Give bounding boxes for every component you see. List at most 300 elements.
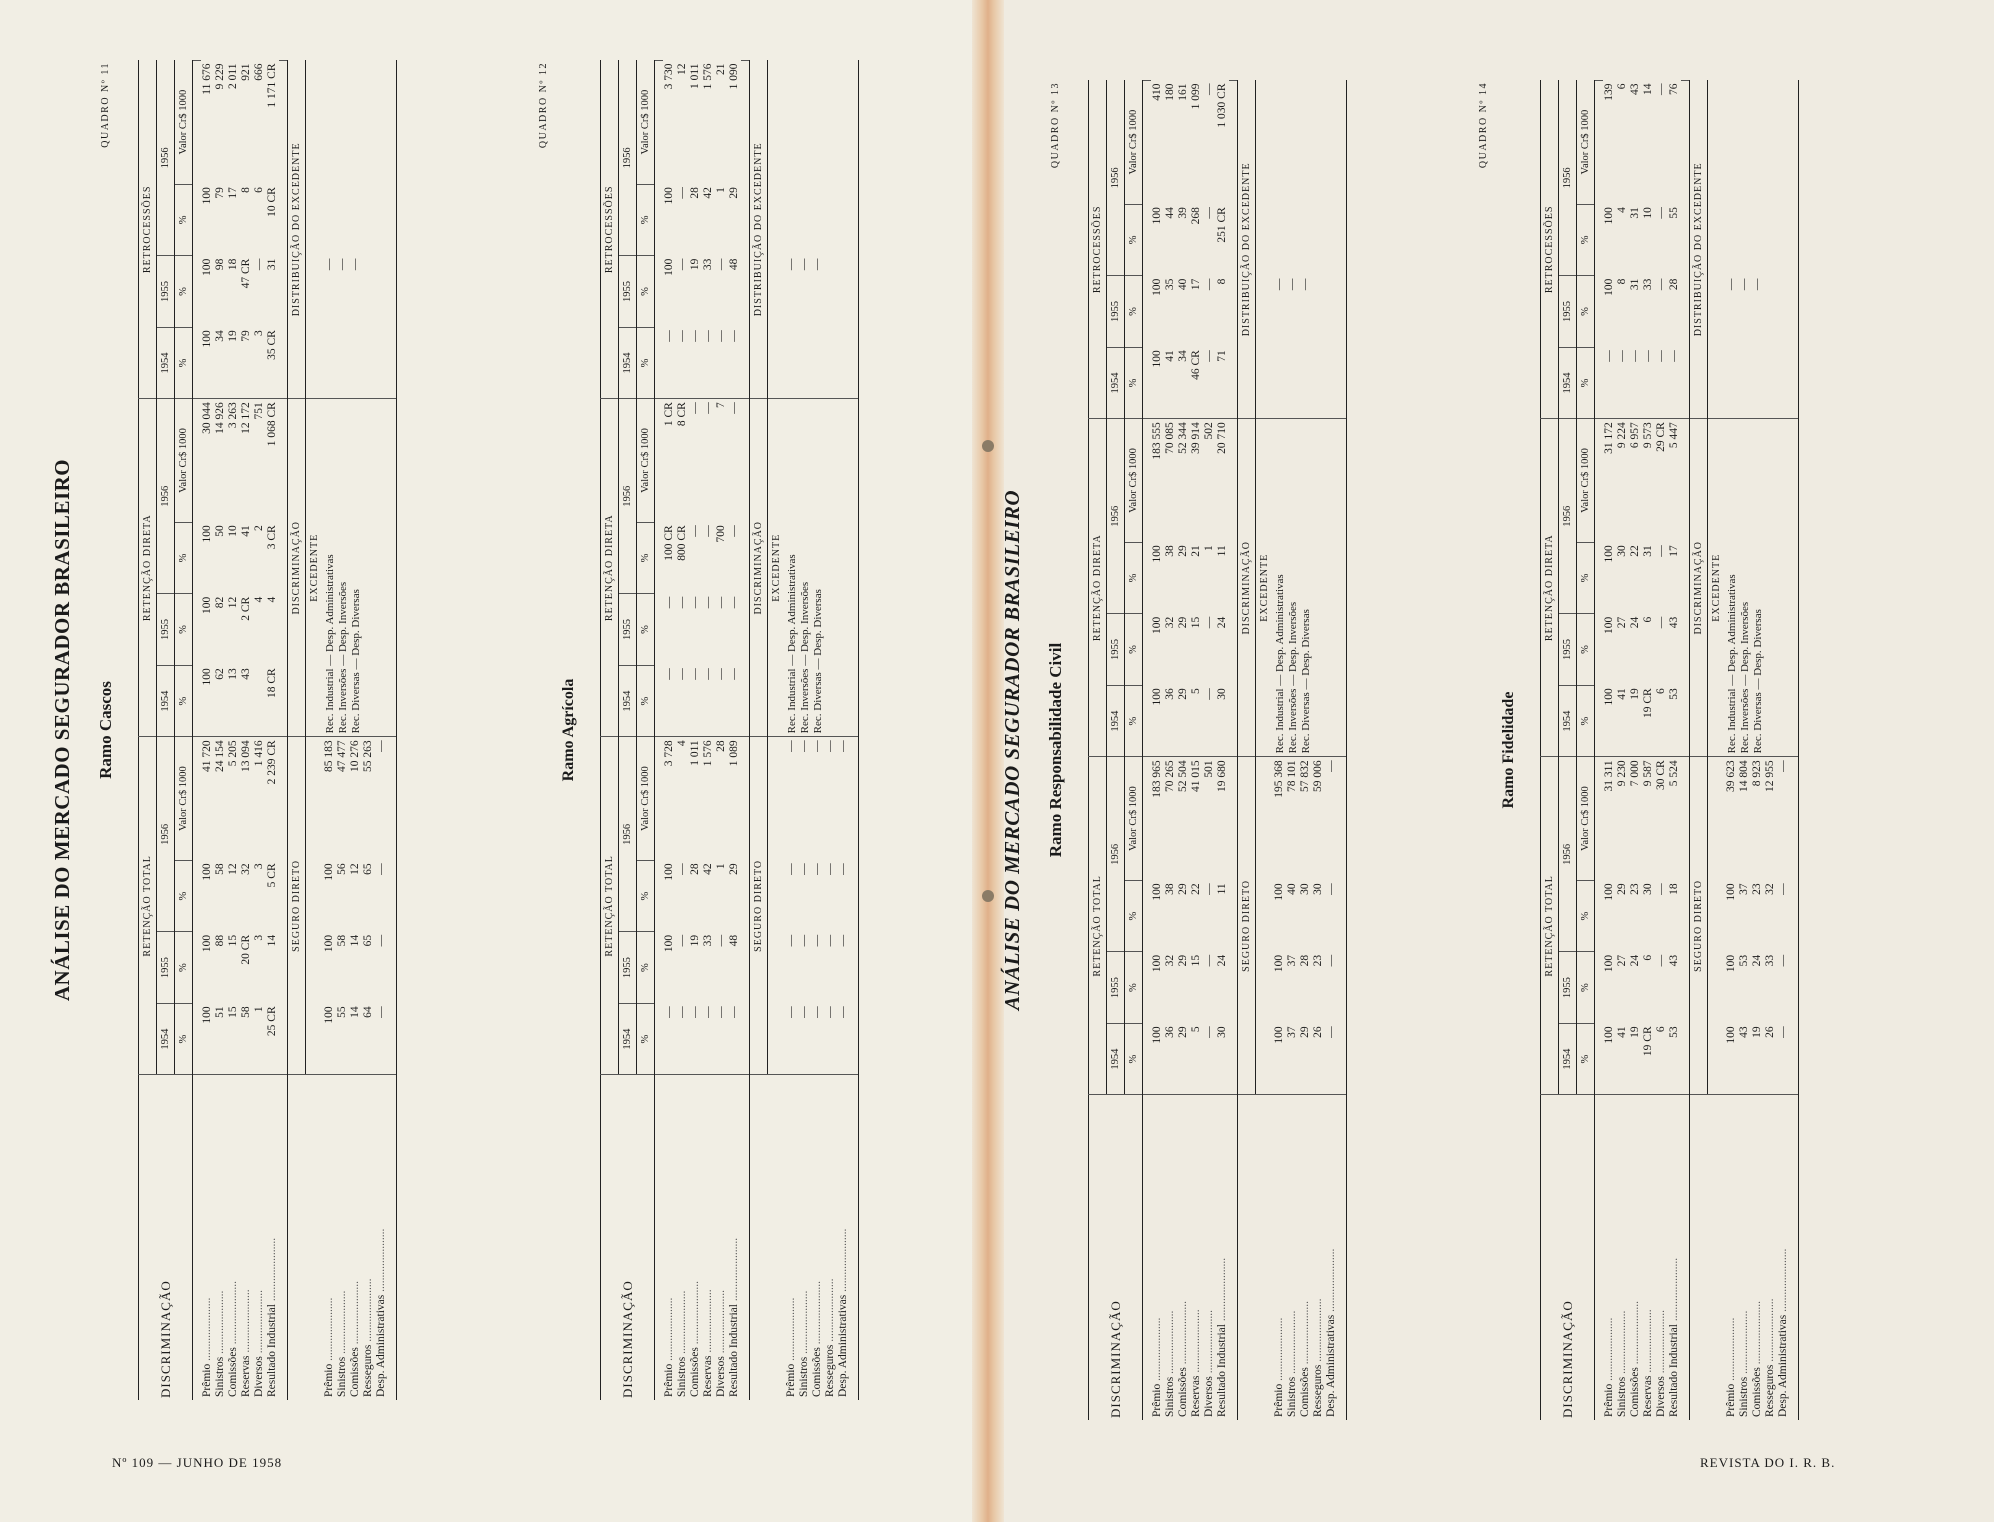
cell-value: 53	[1668, 688, 1680, 700]
analysis-table	[600, 60, 859, 1400]
cell-value: 100	[1151, 688, 1163, 706]
quadro-number: QUADRO Nº 12	[538, 62, 549, 149]
cell-value: —	[715, 934, 727, 947]
table-row	[1777, 81, 1790, 1421]
row-label: Reservas .....	[1642, 1095, 1655, 1420]
cell-value: 100	[201, 1006, 213, 1024]
row-label: Desp. Administrativas .....	[1777, 1095, 1790, 1420]
cell-value: 100	[201, 258, 213, 276]
cell-value: 28	[1299, 954, 1311, 967]
cell-value: 100	[1151, 616, 1163, 635]
cell-value: 19	[689, 258, 701, 271]
row-label: Resultado Industrial .....	[728, 1075, 741, 1400]
cell-value: 19 CR	[1642, 1026, 1654, 1057]
cell-value: 33	[1642, 278, 1654, 291]
table-row	[1216, 81, 1229, 1421]
cell-value: —	[785, 1006, 797, 1018]
cell-value: 36	[1164, 1026, 1176, 1038]
cell-value: 34	[1177, 350, 1189, 362]
cell-value: 1 171 CR	[266, 63, 278, 108]
cell-value: —	[728, 668, 740, 680]
row-label: Diversos .....	[253, 1075, 266, 1400]
header-year: 1954	[1559, 1023, 1577, 1095]
analysis-table	[1540, 80, 1799, 1420]
cell-value: 1 011	[689, 737, 702, 861]
header-percent: %	[175, 256, 193, 328]
header-year: 1956	[619, 737, 637, 932]
cell-value: 33	[1764, 954, 1776, 967]
header-valor: Valor Cr$ 1000	[1125, 757, 1143, 881]
excedente-line: Rec. Inversões — Desp. Inversões	[1286, 419, 1299, 757]
cell-value: 100	[1151, 954, 1163, 973]
cell-value: 100	[323, 863, 335, 881]
header-distribuicao: DISTRIBUIÇÃO DO EXCEDENTE	[750, 61, 768, 399]
header-year: 1954	[1559, 685, 1577, 757]
cell-value: 41 720	[201, 737, 214, 861]
header-year: 1956	[157, 399, 175, 594]
cell-value: 251 CR	[1216, 207, 1228, 243]
cell-value: —	[702, 399, 715, 523]
cell-value: 31 311	[1603, 757, 1616, 881]
header-percent: %	[1125, 276, 1143, 348]
cell-value: —	[689, 525, 701, 537]
quadro-12	[538, 60, 859, 1400]
table-row	[362, 61, 375, 1401]
cell-value: 5 CR	[266, 863, 278, 888]
cell-value: 100	[1603, 278, 1615, 296]
table-row	[676, 61, 689, 1401]
cell-value: —	[798, 1006, 810, 1018]
row-label: Comissões .....	[349, 1075, 362, 1400]
cell-value: —	[824, 863, 836, 875]
cell-value: 1 090	[728, 63, 740, 90]
cell-value: 25 CR	[266, 1006, 278, 1037]
header-retrocessoes: RETROCESSÕES	[1089, 81, 1107, 419]
cell-value: 29 CR	[1655, 419, 1668, 543]
table-row	[1629, 81, 1642, 1421]
table-row	[349, 61, 362, 1401]
cell-value: 100	[1603, 883, 1615, 901]
header-retrocessoes: RETROCESSÕES	[139, 61, 157, 399]
cell-value: 14	[349, 1006, 361, 1018]
cell-value: 46 CR	[1190, 350, 1202, 380]
cell-value: 18	[227, 258, 239, 271]
cell-value: 18 CR	[266, 668, 278, 699]
header-discriminacao: DISCRIMINAÇÃO	[601, 1075, 655, 1400]
excedente-value: —	[1738, 278, 1750, 291]
header-retencao-direta: RETENÇÃO DIRETA	[1089, 419, 1107, 757]
cell-value: 8	[1216, 278, 1228, 285]
cell-value: —	[824, 1006, 836, 1018]
cell-value: 100 CR	[663, 525, 675, 561]
cell-value: 17	[227, 187, 239, 199]
cell-value: 58	[336, 934, 348, 947]
cell-value: —	[1325, 1026, 1337, 1038]
cell-value: —	[1325, 883, 1337, 895]
cell-value: 14	[1642, 83, 1654, 95]
cell-value: 24	[1216, 616, 1228, 629]
header-year: 1954	[157, 665, 175, 737]
header-valor: Valor Cr$ 1000	[1577, 419, 1595, 543]
cell-value: 3 730	[663, 63, 675, 90]
cell-value: 58	[240, 1006, 252, 1018]
cell-value: 1 CR	[663, 399, 676, 523]
header-year: 1955	[157, 256, 175, 328]
cell-value: —	[811, 1006, 823, 1018]
cell-value: 70 265	[1164, 757, 1177, 881]
cell-value: 1	[1203, 545, 1215, 552]
cell-value: 47 CR	[240, 258, 252, 289]
cell-value: 15	[227, 934, 239, 947]
table-row	[1603, 81, 1616, 1421]
table-row	[785, 61, 798, 1401]
quadro-11	[90, 60, 397, 1400]
cell-value: 43	[1738, 1026, 1750, 1038]
cell-value: 100	[1151, 278, 1163, 296]
cell-value: 1	[715, 863, 727, 870]
analysis-table	[138, 60, 397, 1400]
excedente-value: —	[1725, 278, 1737, 291]
cell-value: 800 CR	[676, 525, 688, 561]
cell-value: —	[663, 330, 675, 342]
cell-value: 52 344	[1177, 419, 1190, 543]
excedente-value: —	[811, 258, 823, 271]
header-percent: %	[637, 256, 655, 328]
row-label: Sinistros .....	[1616, 1095, 1629, 1420]
cell-value: —	[1655, 207, 1667, 219]
row-label: Diversos .....	[1203, 1095, 1216, 1420]
cell-value: —	[1777, 1026, 1789, 1038]
cell-value	[253, 665, 266, 737]
cell-value: 20 710	[1216, 419, 1229, 543]
cell-value: 100	[663, 258, 675, 276]
cell-value: 29	[1177, 1026, 1189, 1038]
cell-value: 70 085	[1164, 419, 1177, 543]
header-year: 1954	[619, 1003, 637, 1075]
cell-value: 34	[214, 330, 226, 342]
header-year: 1955	[1559, 614, 1577, 686]
row-label: Desp. Administrativas .....	[837, 1075, 850, 1400]
header-percent: %	[637, 1003, 655, 1075]
header-percent: %	[175, 594, 193, 666]
cell-value: —	[1668, 350, 1680, 362]
cell-value: 43	[1629, 83, 1641, 95]
cell-value: 57 832	[1299, 757, 1312, 881]
excedente-line: Rec. Inversões — Desp. Inversões	[336, 399, 349, 737]
header-year: 1956	[157, 737, 175, 932]
cell-value: 19	[1751, 1026, 1763, 1038]
row-label: Sinistros .....	[798, 1075, 811, 1400]
header-year: 1956	[1107, 81, 1125, 276]
excedente-line: Rec. Diversas — Desp. Diversas	[1299, 419, 1312, 757]
table-row	[323, 61, 336, 1401]
cell-value: 2	[253, 525, 265, 532]
header-valor: Valor Cr$ 1000	[175, 61, 193, 185]
analysis-table	[1088, 80, 1347, 1420]
cell-value: 1	[253, 1006, 265, 1013]
cell-value: 7 000	[1629, 757, 1642, 881]
row-label: Comissões .....	[1177, 1095, 1190, 1420]
quadro-13	[1040, 80, 1347, 1420]
cell-value: 37	[1738, 883, 1750, 895]
cell-value: 41	[240, 525, 252, 537]
cell-value: 14	[349, 934, 361, 947]
row-label: Sinistros .....	[336, 1075, 349, 1400]
cell-value: 30	[1216, 688, 1228, 700]
cell-value: 6	[1642, 954, 1654, 961]
header-percent: %	[1125, 542, 1143, 614]
cell-value: 26	[1312, 1026, 1324, 1038]
header-year: 1954	[619, 327, 637, 399]
row-label: Sinistros .....	[676, 1075, 689, 1400]
cell-value: 42	[702, 863, 714, 875]
cell-value: 29	[728, 187, 740, 199]
header-year: 1954	[1107, 1023, 1125, 1095]
header-valor: Valor Cr$ 1000	[637, 737, 655, 861]
cell-value: 6	[1616, 83, 1628, 90]
cell-value: 100	[1603, 545, 1615, 563]
cell-value: —	[728, 330, 740, 342]
cell-value: 56	[336, 863, 348, 875]
excedente-line: Rec. Industrial — Desp. Administrativas	[785, 399, 798, 737]
cell-value: 13	[227, 668, 239, 680]
header-year: 1956	[1107, 757, 1125, 952]
header-year: 1955	[619, 932, 637, 1004]
cell-value: 27	[1616, 616, 1628, 629]
cell-value: 29	[1177, 545, 1189, 557]
header-year: 1954	[157, 327, 175, 399]
cell-value: —	[1203, 883, 1215, 895]
cell-value: 44	[1164, 207, 1176, 219]
cell-value: 50	[214, 525, 226, 537]
cell-value: 10	[1642, 207, 1654, 219]
cell-value: —	[1203, 688, 1215, 700]
cell-value: 39	[1177, 207, 1189, 219]
header-percent: %	[175, 327, 193, 399]
cell-value: —	[663, 596, 675, 609]
cell-value: 9 573	[1642, 419, 1655, 543]
cell-value: —	[1203, 278, 1215, 291]
row-label: Resseguros .....	[824, 1075, 837, 1400]
cell-value: 100	[1603, 954, 1615, 973]
header-seguro-direto: SEGURO DIRETO	[288, 737, 306, 1075]
header-discriminacao-sub: DISCRIMINAÇÃO	[1238, 419, 1256, 757]
cell-value: 100	[663, 934, 675, 953]
cell-value: —	[785, 863, 797, 875]
cell-value: 100	[1151, 207, 1163, 225]
cell-value: 100	[1603, 688, 1615, 706]
row-label: Prêmio .....	[1151, 1095, 1164, 1420]
table-row	[689, 61, 702, 1401]
table-row	[1203, 81, 1216, 1421]
header-percent: %	[637, 327, 655, 399]
cell-value: 19	[1629, 688, 1641, 700]
cell-value: 100	[201, 187, 213, 205]
right-page-content	[1000, 80, 1930, 1420]
cell-value: —	[837, 737, 850, 861]
cell-value: —	[375, 737, 388, 861]
cell-value: 5 524	[1668, 757, 1681, 881]
cell-value: 29	[1177, 954, 1189, 967]
cell-value: 43	[240, 668, 252, 680]
staple-mark	[982, 890, 994, 902]
row-label: Comissões .....	[689, 1075, 702, 1400]
row-label: Reservas .....	[240, 1075, 253, 1400]
cell-value: 35	[1164, 278, 1176, 291]
row-label: Comissões .....	[1629, 1095, 1642, 1420]
cell-value: 1 011	[689, 63, 701, 89]
header-distribuicao: DISTRIBUIÇÃO DO EXCEDENTE	[288, 61, 306, 399]
cell-value: —	[715, 330, 727, 342]
cell-value: 183 555	[1151, 419, 1164, 543]
cell-value: 23	[1312, 954, 1324, 967]
header-excedente: EXCEDENTE	[1708, 419, 1726, 757]
cell-value: 19 CR	[1642, 688, 1654, 719]
excedente-value: —	[336, 258, 348, 271]
cell-value: 180	[1164, 83, 1176, 101]
excedente-line: Rec. Industrial — Desp. Administrativas	[1273, 419, 1286, 757]
cell-value: 100	[201, 596, 213, 615]
header-retencao-total: RETENÇÃO TOTAL	[139, 737, 157, 1075]
cell-value: 31	[1629, 278, 1641, 291]
cell-value: 1 030 CR	[1216, 83, 1228, 128]
cell-value: 79	[240, 330, 252, 342]
cell-value: 12	[676, 63, 688, 75]
cell-value: 8	[240, 187, 252, 193]
cell-value: 501	[1203, 757, 1216, 881]
cell-value: 1 089	[728, 737, 741, 861]
cell-value: —	[1655, 545, 1667, 557]
cell-value: 13 094	[240, 737, 253, 861]
cell-value: 19	[1629, 1026, 1641, 1038]
cell-value: —	[811, 863, 823, 875]
cell-value: 21	[715, 63, 727, 75]
cell-value: 19	[227, 330, 239, 342]
ramo-title: Ramo Agrícola	[560, 678, 577, 782]
footer-left: Nº 109 — JUNHO DE 1958	[112, 1455, 283, 1470]
cell-value: 410	[1151, 83, 1163, 101]
cell-value: 8	[1616, 278, 1628, 285]
cell-value: 100	[1273, 883, 1285, 901]
header-percent: %	[175, 522, 193, 594]
cell-value: 3	[253, 863, 265, 870]
table-row	[1725, 81, 1738, 1421]
cell-value: 38	[1164, 883, 1176, 895]
header-valor: Valor Cr$ 1000	[1125, 81, 1143, 205]
table-row	[240, 61, 253, 1401]
header-year: 1955	[1107, 276, 1125, 348]
cell-value: —	[1325, 954, 1337, 967]
cell-value: 1 576	[702, 63, 714, 90]
cell-value: —	[1655, 883, 1667, 895]
cell-value: 8 CR	[676, 399, 689, 523]
table-row	[1151, 81, 1164, 1421]
cell-value: 14 804	[1738, 757, 1751, 881]
header-percent: %	[1125, 347, 1143, 419]
header-year: 1955	[157, 594, 175, 666]
cell-value: 12	[349, 863, 361, 875]
cell-value: 55	[336, 1006, 348, 1018]
cell-value: 88	[214, 934, 226, 947]
cell-value: 43	[1668, 954, 1680, 967]
cell-value: 9 224	[1616, 419, 1629, 543]
cell-value: 65	[362, 934, 374, 947]
cell-value: 7	[715, 399, 728, 523]
header-retencao-direta: RETENÇÃO DIRETA	[601, 399, 619, 737]
cell-value: —	[663, 1006, 675, 1018]
header-discriminacao-sub: DISCRIMINAÇÃO	[750, 399, 768, 737]
header-discriminacao: DISCRIMINAÇÃO	[139, 1075, 193, 1400]
header-percent: %	[175, 1003, 193, 1075]
row-label: Comissões .....	[227, 1075, 240, 1400]
header-valor: Valor Cr$ 1000	[1577, 81, 1595, 205]
table-row	[1738, 81, 1751, 1421]
cell-value: —	[1777, 883, 1789, 895]
cell-value: 31	[266, 258, 278, 271]
cell-value: 14	[266, 934, 278, 947]
cell-value: 10 CR	[266, 187, 278, 217]
cell-value: —	[728, 1006, 740, 1018]
cell-value: 52 504	[1177, 757, 1190, 881]
cell-value: 4	[253, 596, 265, 603]
cell-value: 58	[214, 863, 226, 875]
quadro-14	[1478, 80, 1799, 1420]
row-label: Comissões .....	[1751, 1095, 1764, 1420]
cell-value: —	[702, 1006, 714, 1018]
cell-value: 15	[227, 1006, 239, 1018]
table-row	[1273, 81, 1286, 1421]
cell-value: 10	[227, 525, 239, 537]
cell-value: 17	[1668, 545, 1680, 557]
header-percent: %	[1577, 276, 1595, 348]
cell-value: 139	[1603, 83, 1615, 101]
table-row	[375, 61, 388, 1401]
header-percent: %	[175, 932, 193, 1004]
cell-value: 21	[1190, 545, 1202, 557]
header-year: 1954	[1559, 347, 1577, 419]
header-year: 1956	[619, 61, 637, 256]
cell-value: 37	[1286, 1026, 1298, 1038]
page-title-right: ANÁLISE DO MERCADO SEGURADOR BRASILEIRO	[1000, 489, 1024, 1011]
cell-value: —	[676, 1006, 688, 1018]
cell-value: 100	[1151, 1026, 1163, 1044]
cell-value: 19 680	[1216, 757, 1229, 881]
header-discriminacao-sub: DISCRIMINAÇÃO	[288, 399, 306, 737]
cell-value: —	[1655, 954, 1667, 967]
table-row	[1286, 81, 1299, 1421]
cell-value: 98	[214, 258, 226, 271]
staple-mark	[982, 440, 994, 452]
cell-value: 100	[663, 187, 675, 205]
cell-value: 12 955	[1764, 757, 1777, 881]
header-year: 1955	[1559, 276, 1577, 348]
cell-value: 41	[1616, 688, 1628, 700]
cell-value: —	[1203, 350, 1215, 362]
table-row	[811, 61, 824, 1401]
cell-value: 666	[253, 63, 265, 81]
header-year: 1955	[1559, 952, 1577, 1024]
cell-value: —	[676, 330, 688, 342]
cell-value: 100	[1151, 883, 1163, 901]
cell-value: 29	[1616, 883, 1628, 895]
table-row	[1764, 81, 1777, 1421]
cell-value: —	[1616, 350, 1628, 362]
header-distribuicao: DISTRIBUIÇÃO DO EXCEDENTE	[1238, 81, 1256, 419]
cell-value: 100	[201, 330, 213, 348]
cell-value: 100	[323, 934, 335, 953]
cell-value: 22	[1190, 883, 1202, 895]
header-percent: %	[637, 594, 655, 666]
